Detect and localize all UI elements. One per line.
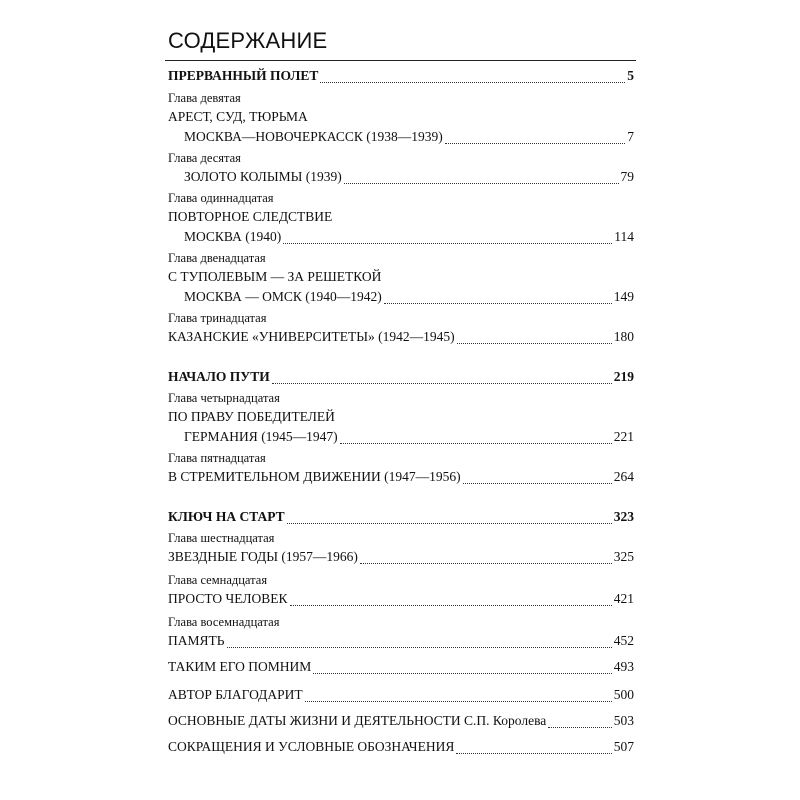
page-number: 503 bbox=[613, 713, 634, 728]
dot-leader bbox=[287, 523, 612, 524]
toc-entry bbox=[168, 659, 634, 679]
toc-entry bbox=[168, 329, 634, 349]
chapter-label: Глава восемнадцатая bbox=[168, 615, 280, 629]
dot-leader bbox=[305, 701, 612, 702]
toc-part-title: ПРЕРВАННЫЙ ПОЛЕТ bbox=[168, 68, 319, 83]
toc-part-2 bbox=[168, 369, 634, 389]
chapter-label: Глава шестнадцатая bbox=[168, 531, 275, 545]
dot-leader bbox=[445, 143, 626, 144]
toc-part-title: КЛЮЧ НА СТАРТ bbox=[168, 509, 285, 524]
page-number: 493 bbox=[613, 659, 634, 674]
chapter-label: Глава девятая bbox=[168, 91, 241, 105]
chapter-title: АРЕСТ, СУД, ТЮРЬМА bbox=[168, 109, 308, 124]
toc-entry bbox=[184, 129, 634, 149]
toc-entry bbox=[184, 229, 634, 249]
chapter-title: ЗВЕЗДНЫЕ ГОДЫ (1957—1966) bbox=[168, 549, 358, 564]
toc-part-1 bbox=[168, 68, 634, 88]
chapter-label: Глава одиннадцатая bbox=[168, 191, 274, 205]
chapter-label: Глава четырнадцатая bbox=[168, 391, 280, 405]
page-number: 452 bbox=[613, 633, 634, 648]
chapter-subtitle: ГЕРМАНИЯ (1945—1947) bbox=[184, 429, 338, 444]
page-number: 5 bbox=[627, 68, 634, 83]
chapter-title: С ТУПОЛЕВЫМ — ЗА РЕШЕТКОЙ bbox=[168, 269, 382, 284]
chapter-label: Глава пятнадцатая bbox=[168, 451, 266, 465]
page-number: 149 bbox=[613, 289, 634, 304]
page-number: 180 bbox=[613, 329, 634, 344]
page-number: 79 bbox=[620, 169, 634, 184]
section-title: АВТОР БЛАГОДАРИТ bbox=[168, 687, 303, 702]
page-number: 421 bbox=[613, 591, 634, 606]
chapter-title: ЗОЛОТО КОЛЫМЫ (1939) bbox=[184, 169, 342, 184]
dot-leader bbox=[272, 383, 612, 384]
dot-leader bbox=[320, 82, 625, 83]
page-number: 507 bbox=[613, 739, 634, 754]
page-number: 221 bbox=[613, 429, 634, 444]
toc-entry bbox=[168, 687, 634, 707]
chapter-label: Глава двенадцатая bbox=[168, 251, 266, 265]
toc-entry bbox=[168, 633, 634, 653]
toc-entry bbox=[184, 169, 634, 189]
toc-entry bbox=[168, 549, 634, 569]
toc-part-3 bbox=[168, 509, 634, 529]
chapter-title: ПРОСТО ЧЕЛОВЕК bbox=[168, 591, 288, 606]
toc-entry bbox=[184, 289, 634, 309]
chapter-label: Глава тринадцатая bbox=[168, 311, 267, 325]
section-title: СОКРАЩЕНИЯ И УСЛОВНЫЕ ОБОЗНАЧЕНИЯ bbox=[168, 739, 455, 754]
dot-leader bbox=[344, 183, 619, 184]
dot-leader bbox=[283, 243, 612, 244]
chapter-title: ПО ПРАВУ ПОБЕДИТЕЛЕЙ bbox=[168, 409, 335, 424]
toc-entry bbox=[184, 429, 634, 449]
toc-entry bbox=[168, 591, 634, 611]
section-title: ТАКИМ ЕГО ПОМНИМ bbox=[168, 659, 312, 674]
dot-leader bbox=[457, 343, 612, 344]
chapter-title: ПОВТОРНОЕ СЛЕДСТВИЕ bbox=[168, 209, 333, 224]
toc-entry bbox=[168, 739, 634, 759]
chapter-subtitle: МОСКВА (1940) bbox=[184, 229, 282, 244]
dot-leader bbox=[360, 563, 612, 564]
dot-leader bbox=[463, 483, 612, 484]
chapter-label: Глава десятая bbox=[168, 151, 241, 165]
dot-leader bbox=[456, 753, 611, 754]
page-number: 114 bbox=[614, 229, 634, 244]
toc-part-title: НАЧАЛО ПУТИ bbox=[168, 369, 270, 384]
section-title: ОСНОВНЫЕ ДАТЫ ЖИЗНИ И ДЕЯТЕЛЬНОСТИ С.П. Королева bbox=[168, 713, 547, 728]
toc-entry bbox=[168, 713, 634, 733]
dot-leader bbox=[227, 647, 612, 648]
dot-leader bbox=[340, 443, 612, 444]
chapter-title: В СТРЕМИТЕЛЬНОМ ДВИЖЕНИИ (1947—1956) bbox=[168, 469, 461, 484]
page-number: 323 bbox=[613, 509, 634, 524]
chapter-label: Глава семнадцатая bbox=[168, 573, 268, 587]
chapter-subtitle: МОСКВА — ОМСК (1940—1942) bbox=[184, 289, 382, 304]
page-title: СОДЕРЖАНИЕ bbox=[168, 28, 328, 53]
dot-leader bbox=[290, 605, 612, 606]
page-number: 325 bbox=[613, 549, 634, 564]
page-number: 500 bbox=[613, 687, 634, 702]
page-number: 219 bbox=[613, 369, 634, 384]
page-number: 264 bbox=[613, 469, 634, 484]
dot-leader bbox=[548, 727, 611, 728]
page-number: 7 bbox=[627, 129, 634, 144]
chapter-subtitle: МОСКВА—НОВОЧЕРКАССК (1938—1939) bbox=[184, 129, 443, 144]
chapter-title: ПАМЯТЬ bbox=[168, 633, 225, 648]
chapter-title: КАЗАНСКИЕ «УНИВЕРСИТЕТЫ» (1942—1945) bbox=[168, 329, 455, 344]
dot-leader bbox=[384, 303, 612, 304]
toc-entry bbox=[168, 469, 634, 489]
dot-leader bbox=[313, 673, 611, 674]
title-divider bbox=[165, 60, 636, 61]
